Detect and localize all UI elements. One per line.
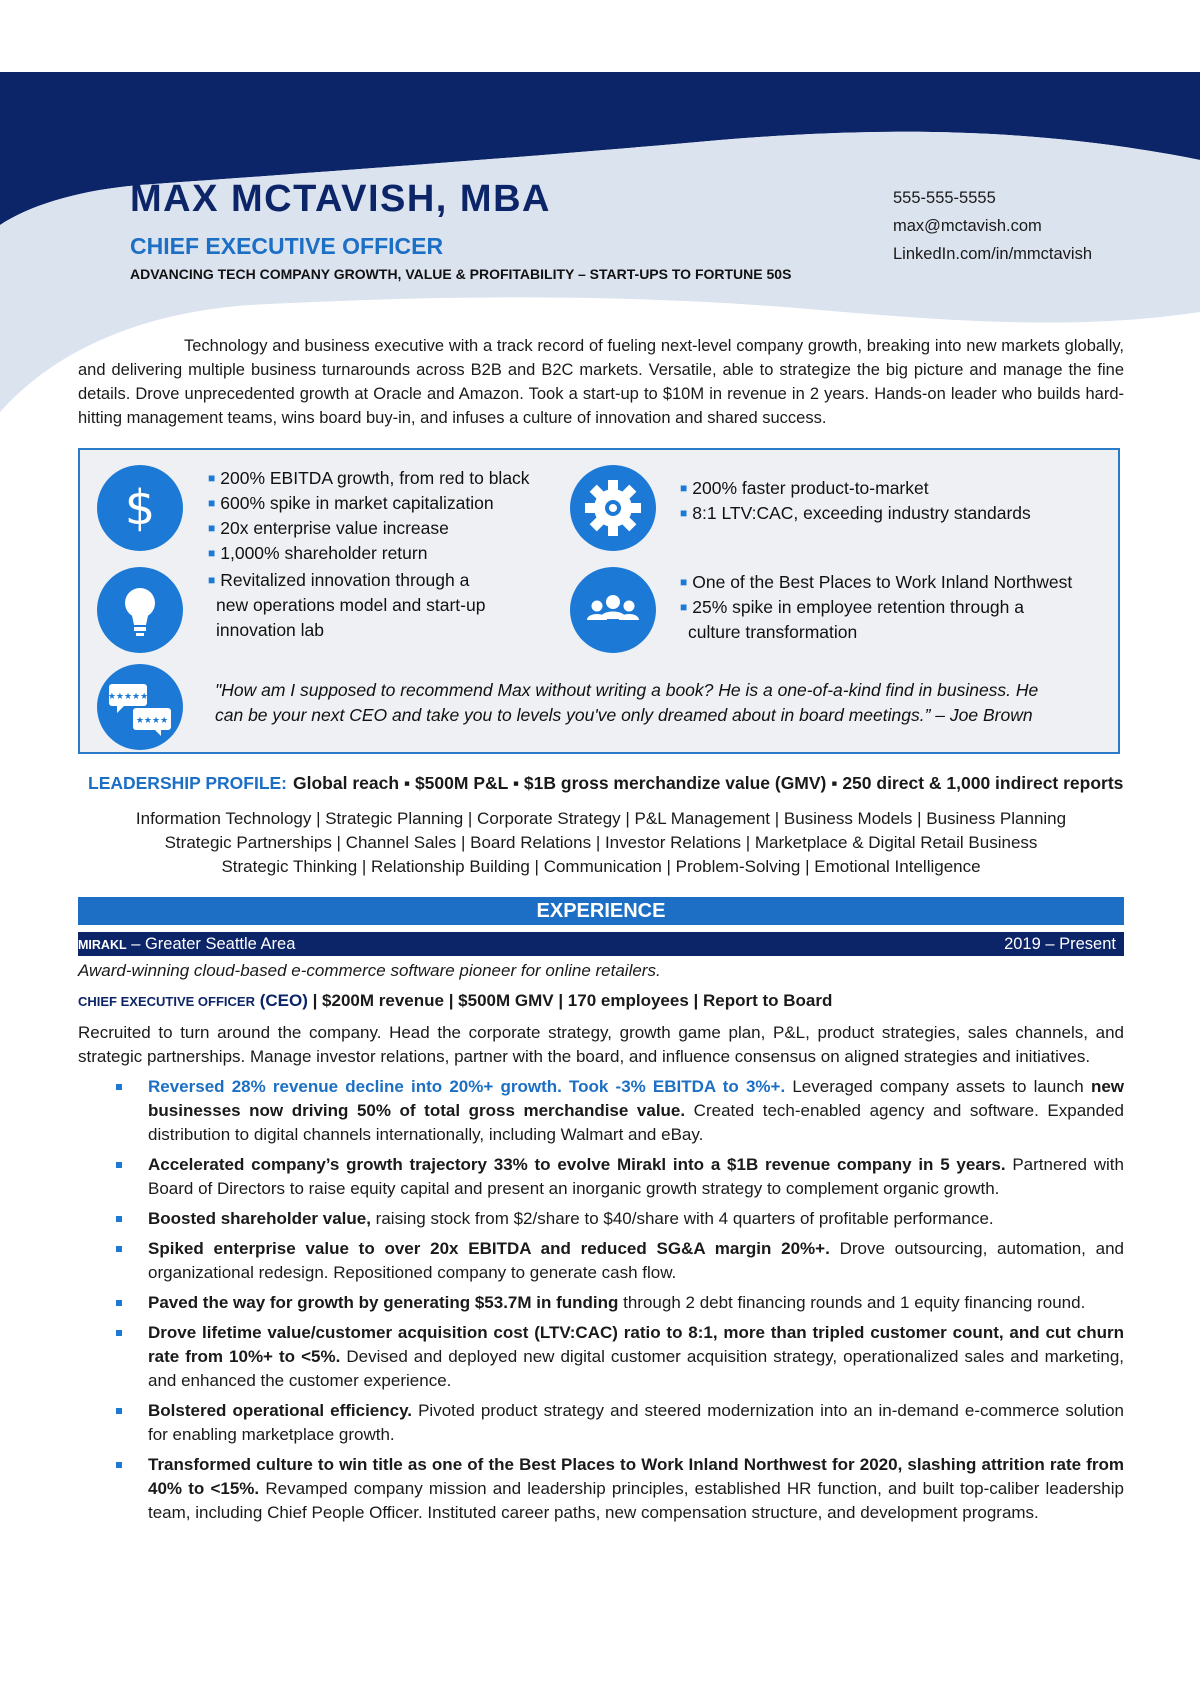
gear-icon	[570, 465, 656, 551]
list-item: ■ 200% EBITDA growth, from red to black	[208, 468, 530, 488]
reviews-icon	[97, 664, 183, 750]
svg-text:★★★★★: ★★★★★	[107, 692, 149, 702]
job-dates: 2019 – Present	[1004, 935, 1116, 953]
role-fact: | $500M GMV	[443, 991, 554, 1010]
skills-list	[78, 807, 1124, 879]
list-item: ■ 8:1 LTV:CAC, exceeding industry standards	[680, 503, 1031, 523]
job-header-bar	[78, 932, 1124, 956]
role-intro: Recruited to turn around the company. Head the corporate strategy, growth game plan, P&L, product strategies, sales channels, and strategic partnerships. Manage investor relations, partner with the board, and influence consensus on aligned strategies and initiatives.	[78, 1023, 1124, 1066]
list-item: Drove lifetime value/customer acquisition cost (LTV:CAC) ratio to 8:1, more than tripled customer count, and cut churn rate from 10%+ to <5%. Devised and deployed new digital customer acquisition strategy, operationalized sales and marketing, and enhanced the customer experience.	[78, 1321, 1124, 1393]
list-item: Boosted shareholder value, raising stock from $2/share to $40/share with 4 quarters of profitable performance.	[78, 1207, 1124, 1231]
achievement-list	[78, 1075, 1124, 1531]
leadership-profile-label: LEADERSHIP PROFILE:	[88, 773, 288, 793]
role-title: CHIEF EXECUTIVE OFFICER	[78, 994, 255, 1009]
team-icon	[570, 567, 656, 653]
list-item: Transformed culture to win title as one of the Best Places to Work Inland Northwest for 2020, slashing attrition rate from 40% to <15%. Revamped company mission and leadership principles, established HR function, and built top-caliber leadership team, including Chief People Officer. Instituted career paths, new compensation structure, and development programs.	[78, 1453, 1124, 1525]
contact-block	[893, 184, 1092, 268]
role-line	[78, 991, 832, 1011]
people-highlights: ■ One of the Best Places to Work Inland Northwest ■ 25% spike in employee retention through a culture transformation	[680, 572, 1073, 642]
company-description: Award-winning cloud-based e-commerce software pioneer for online retailers.	[78, 961, 661, 980]
svg-text:★★★★: ★★★★	[135, 716, 169, 726]
candidate-name: MAX MCTAVISH, MBA	[130, 178, 551, 220]
leadership-profile	[88, 773, 1128, 794]
list-item: ■ 600% spike in market capitalization	[208, 493, 494, 513]
experience-heading: EXPERIENCE	[78, 897, 1124, 925]
dollar-icon	[97, 465, 183, 551]
role-abbreviation: (CEO)	[254, 991, 308, 1010]
leadership-profile-text: Global reach ▪ $500M P&L ▪ $1B gross merchandize value (GMV) ▪ 250 direct & 1,000 indirect reports	[293, 773, 1124, 793]
list-item: ■ 200% faster product-to-market	[680, 478, 929, 498]
product-highlights	[680, 476, 1031, 526]
list-item: Reversed 28% revenue decline into 20%+ growth. Took -3% EBITDA to 3%+. Leveraged company assets to launch new businesses now driving 50% of total gross merchandise value. Created tech-enabled agency and software. Expanded distribution to digital channels internationally, including Walmart and eBay.	[78, 1075, 1124, 1147]
highlights-box	[78, 448, 1120, 754]
list-item: ■ 20x enterprise value increase	[208, 518, 449, 538]
professional-summary: Technology and business executive with a track record of fueling next-level company growth, breaking into new markets globally, and delivering multiple business turnarounds across B2B and B2C markets. Versatile, able to strategize the big picture and manage the fine details. Drove unprecedented growth at Oracle and Amazon. Took a start-up to $10M in revenue in 2 years. Hands-on leader who builds hard-hitting management teams, wins board buy-in, and infuses a culture of innovation and shared success.	[78, 337, 1124, 427]
lightbulb-icon	[97, 567, 183, 653]
skills-line: Information Technology | Strategic Planning | Corporate Strategy | P&L Management | Business Models | Business Planning	[135, 809, 1067, 828]
skills-line: Strategic Partnerships | Channel Sales | Board Relations | Investor Relations | Marketplace & Digital Retail Business	[164, 833, 1038, 852]
tagline: ADVANCING TECH COMPANY GROWTH, VALUE & PROFITABILITY – START-UPS TO FORTUNE 50S	[130, 266, 792, 282]
role-fact: | $200M revenue	[307, 991, 444, 1010]
financial-highlights	[208, 466, 530, 566]
phone-number: 555-555-5555	[893, 189, 996, 207]
role-fact: | 170 employees	[553, 991, 689, 1010]
list-item: Bolstered operational efficiency. Pivoted product strategy and steered modernization into an in-demand e-commerce solution for enabling marketplace growth.	[78, 1399, 1124, 1447]
company-name: MIRAKL	[78, 938, 127, 952]
testimonial-quote: "How am I supposed to recommend Max without writing a book? He is a one-of-a-kind find in business. He can be your next CEO and take you to levels you've only dreamed about in board meetings.” – Joe Brown	[215, 680, 1039, 725]
list-item: Accelerated company’s growth trajectory 33% to evolve Mirakl into a $1B revenue company in 5 years. Partnered with Board of Directors to raise equity capital and present an inorganic growth strategy to complement organic growth.	[78, 1153, 1124, 1201]
company-location: – Greater Seattle Area	[126, 935, 296, 953]
skills-line: Strategic Thinking | Relationship Building | Communication | Problem-Solving | Emotional Intelligence	[221, 857, 981, 876]
list-item: Paved the way for growth by generating $53.7M in funding through 2 debt financing rounds and 1 equity financing round.	[78, 1291, 1124, 1315]
innovation-highlight: ■ Revitalized innovation through a new operations model and start-up innovation lab	[208, 570, 486, 640]
job-title: CHIEF EXECUTIVE OFFICER	[130, 233, 444, 259]
list-item: ■ 1,000% shareholder return	[208, 543, 428, 563]
svg-text:$: $	[124, 480, 156, 536]
email-address[interactable]: max@mctavish.com	[893, 217, 1042, 235]
linkedin-url[interactable]: LinkedIn.com/in/mmctavish	[893, 245, 1092, 263]
role-fact: | Report to Board	[688, 991, 833, 1010]
list-item: Spiked enterprise value to over 20x EBITDA and reduced SG&A margin 20%+. Drove outsourcing, automation, and organizational redesign. Repositioned company to generate cash flow.	[78, 1237, 1124, 1285]
